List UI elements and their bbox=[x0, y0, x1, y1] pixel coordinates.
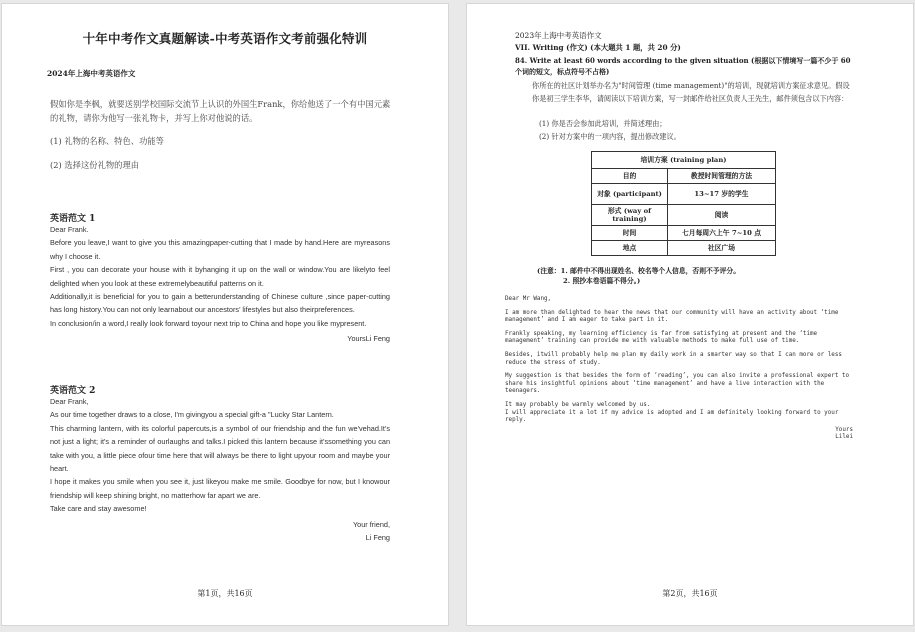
exam-label: 2024年上海中考英语作文 bbox=[47, 69, 136, 78]
table-row bbox=[592, 169, 776, 184]
letter-closing: Yours bbox=[835, 426, 853, 433]
question-84: 84. Write at least 60 words according to the given situation (根据以下情境写一篇不少于 60 个词的短文，标点符号不占格) bbox=[515, 56, 851, 76]
page-footer: 第2页，共16页 bbox=[662, 589, 718, 598]
letter-paragraph: I am more than delighted to hear the news that our community will have an activity about ‘time management’ and I am eager to take part in it. bbox=[505, 309, 839, 324]
essay-1-paragraph: In conclusion/in a word,I really look forward toyour next trip to China and hope you like mypresent. bbox=[50, 318, 367, 328]
writing-prompt: 假如你是李枫，就要送别学校国际交流节上认识的外国生Frank，你给他送了一个有中国元素的礼物，请你为他写一张礼物卡，并写上你对他说的话。 bbox=[50, 99, 391, 123]
letter-greeting: Dear Mr Wang, bbox=[505, 296, 552, 302]
essay-2-paragraph: I hope it makes you smile when you see it, just likeyou make me smile. Goodbye for now, but I knowour friendship will keep shining bright, no matterhow far apart we are. bbox=[50, 477, 390, 500]
note-line-1: (注意：1. 邮件中不得出现姓名、校名等个人信息，否则不予评分。 bbox=[537, 267, 740, 275]
essay-1-greeting: Dear Frank. bbox=[50, 225, 89, 234]
letter-paragraph: Besides, itwill probably help me plan my daily work in a smarter way so that I can more or less reduce the stress of study. bbox=[505, 351, 842, 366]
table-cell-value: 教授时间管理的方法 bbox=[668, 169, 776, 184]
prompt-point-1: (1) 你是否会参加此培训，并简述理由； bbox=[539, 119, 667, 128]
table-cell-value: 七月每周六上午 7~10 点 bbox=[668, 226, 776, 241]
table-cell-value: 阅读 bbox=[668, 205, 776, 226]
table-row bbox=[592, 226, 776, 241]
essay-1-paragraph: Additionally,it is beneficial for you to gain a betterunderstanding of Chinese culture ,since paper-cutting has long history.You can not only learnabout our ancestors’ lifestyles but also theirpreferences. bbox=[50, 292, 390, 315]
training-plan-table bbox=[591, 151, 776, 256]
letter-paragraph: Frankly speaking, my learning efficiency is far from satisfying at present and the ‘time management’ training can provide me with valuable methods to make full use of time. bbox=[505, 330, 818, 345]
document-page-2 bbox=[466, 3, 914, 626]
table-cell-key: 地点 bbox=[592, 241, 668, 256]
exam-label: 2023年上海中考英语作文 bbox=[515, 31, 602, 40]
letter-name: Lilei bbox=[835, 434, 853, 441]
note bbox=[537, 266, 740, 286]
essay-2-name: Li Feng bbox=[365, 533, 390, 543]
section-heading: VII. Writing (作文) (本大题共 1 题，共 20 分) bbox=[515, 43, 681, 52]
table-cell-key: 目的 bbox=[592, 169, 668, 184]
essay-2-heading: 英语范文 2 bbox=[50, 386, 96, 396]
table-cell-key: 时间 bbox=[592, 226, 668, 241]
essay-1-signoff: YoursLi Feng bbox=[347, 334, 390, 344]
table-cell-value: 社区广场 bbox=[668, 241, 776, 256]
essay-2-closing: Your friend, bbox=[352, 519, 390, 529]
document-page-1 bbox=[1, 3, 449, 626]
table-row bbox=[592, 205, 776, 226]
essay-2-greeting: Dear Frank, bbox=[50, 397, 89, 406]
essay-1-paragraph: Before you leave,I want to give you this amazingpaper-cutting that I made by hand.Here are myreasons why I choose it. bbox=[50, 238, 390, 261]
table-row bbox=[592, 152, 776, 169]
table-cell-key: 形式 (way of training) bbox=[592, 205, 668, 226]
essay-2-paragraph: This charming lantern, with its colorful papercuts,is a symbol of our friendship and the fun we'vehad.It's not just a light; it's a reminder of ourlaughs and talks.I picked this lantern because it'ssomething you can take with you, a little piece ofour time here that will always be there to light upyour room and maybe your heart. bbox=[50, 423, 390, 474]
letter-paragraph: My suggestion is that besides the form of ‘reading’, you can also invite a professional expert to share his insightful opinions about ‘time management’ and have a live interaction with the teenagers. bbox=[505, 373, 850, 395]
table-cell-value: 13~17 岁的学生 bbox=[668, 184, 776, 205]
letter-paragraph: It may probably be warmly welcomed by us. I will appreciate it a lot if my advice is adopted and I am definitely looking forward to your reply. bbox=[505, 401, 839, 424]
note-line-2: 2. 照抄本卷语篇不得分。) bbox=[563, 277, 641, 285]
prompt-point-2: (2) 针对方案中的一项内容，提出修改建议。 bbox=[539, 132, 681, 141]
table-cell-key: 对象 (participant) bbox=[592, 184, 668, 205]
prompt-point-2: (2) 选择这份礼物的理由 bbox=[50, 160, 140, 170]
essay-1-paragraph: First , you can decorate your house with it byhanging it up on the wall or window.You are likelyto feel delighted when you look at these extremelybeautiful patterns on it. bbox=[50, 265, 390, 288]
writing-prompt: 你所在的社区计划举办名为"时间管理 (time management)"的培训，现就培训方案征求意见。假设你是初三学生李华，请阅读以下培训方案，写一封邮件给社区负责人王先生，邮件须包含以下内容： bbox=[532, 81, 850, 103]
document-title: 十年中考作文真题解读-中考英语作文考前强化特训 bbox=[82, 31, 368, 46]
table-row bbox=[592, 184, 776, 205]
essay-2-paragraph: As our time together draws to a close, I'm givingyou a special gift-a "Lucky Star Lantern. bbox=[50, 410, 334, 420]
essay-1-body bbox=[50, 223, 390, 346]
table-caption: 培训方案 (training plan) bbox=[592, 152, 776, 169]
page-footer: 第1页，共16页 bbox=[197, 589, 253, 598]
table-row bbox=[592, 241, 776, 256]
prompt-point-1: (1) 礼物的名称、特色、功能等 bbox=[50, 136, 164, 146]
essay-2-paragraph: Take care and stay awesome! bbox=[50, 504, 147, 514]
model-letter bbox=[505, 296, 855, 442]
essay-1-heading: 英语范文 1 bbox=[50, 214, 96, 224]
essay-2-body bbox=[50, 395, 390, 544]
